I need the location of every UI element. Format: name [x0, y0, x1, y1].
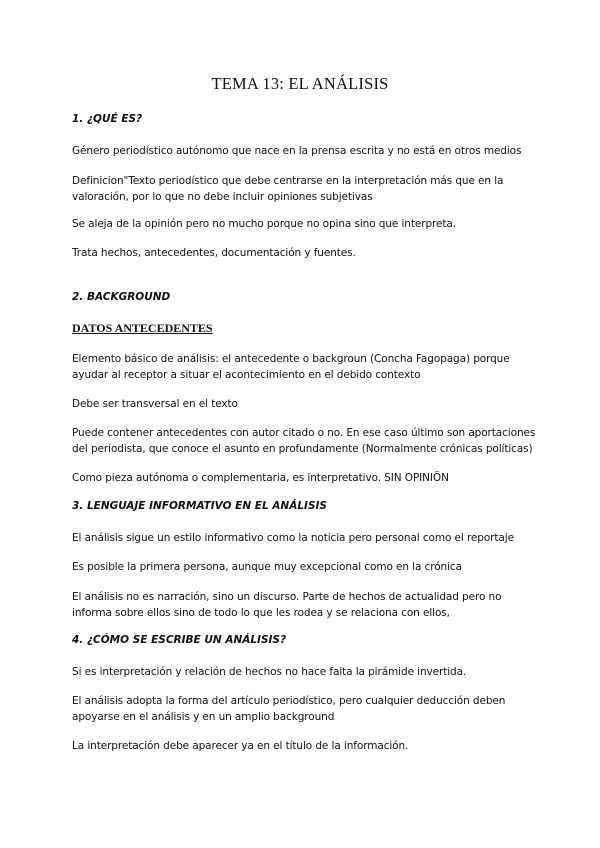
- paragraph: La interpretación debe aparecer ya en el título de la información.: [72, 740, 409, 752]
- paragraph: El análisis no es narración, sino un discurso. Parte de hechos de actualidad pero no informa sobre ellos sino de todo lo que les rodea y se relaciona con ellos,: [72, 591, 502, 619]
- paragraph: El análisis adopta la forma del artículo periodístico, pero cualquier deducción deben apoyarse en el análisis y en un amplio background: [72, 695, 506, 723]
- paragraph: Género periodístico autónomo que nace en la prensa escrita y no está en otros medios: [72, 145, 522, 157]
- document-title: TEMA 13: EL ANÁLISIS: [211, 74, 389, 93]
- paragraph: Puede contener antecedentes con autor citado o no. En ese caso último son aportaciones del periodista, que conoce el asunto en profundamente (Normalmente crónicas políticas): [72, 427, 536, 455]
- subheading-datos-antecedentes: DATOS ANTECEDENTES: [72, 321, 213, 335]
- section-heading-lenguaje: 3. LENGUAJE INFORMATIVO EN EL ANÁLISIS: [72, 500, 327, 512]
- paragraph: Definicion"Texto periodístico que debe centrarse en la interpretación más que en la valoración, por lo que no debe incluir opiniones subjetivas: [72, 175, 504, 203]
- section-heading-que-es: 1. ¿QUÉ ES?: [72, 113, 143, 125]
- paragraph: Si es interpretación y relación de hechos no hace falta la pirámide invertida.: [72, 666, 467, 678]
- paragraph: El análisis sigue un estilo informativo como la noticia pero personal como el reportaje: [72, 532, 514, 544]
- paragraph: Como pieza autónoma o complementaria, es interpretativo. SIN OPINIÖN: [72, 472, 449, 484]
- paragraph: Elemento básico de análisis: el antecedente o backgroun (Concha Fagopaga) porque ayudar al receptor a situar el acontecimiento en el debido contexto: [72, 353, 510, 381]
- paragraph: Es posible la primera persona, aunque muy excepcional como en la crónica: [72, 561, 462, 573]
- paragraph: Se aleja de la opinión pero no mucho porque no opina sino que interpreta.: [72, 218, 456, 230]
- section-heading-background: 2. BACKGROUND: [72, 291, 171, 303]
- paragraph: Trata hechos, antecedentes, documentación y fuentes.: [72, 247, 356, 259]
- paragraph: Debe ser transversal en el texto: [72, 398, 238, 410]
- section-heading-como-se-escribe: 4. ¿CÓMO SE ESCRIBE UN ANÁLISIS?: [72, 634, 287, 646]
